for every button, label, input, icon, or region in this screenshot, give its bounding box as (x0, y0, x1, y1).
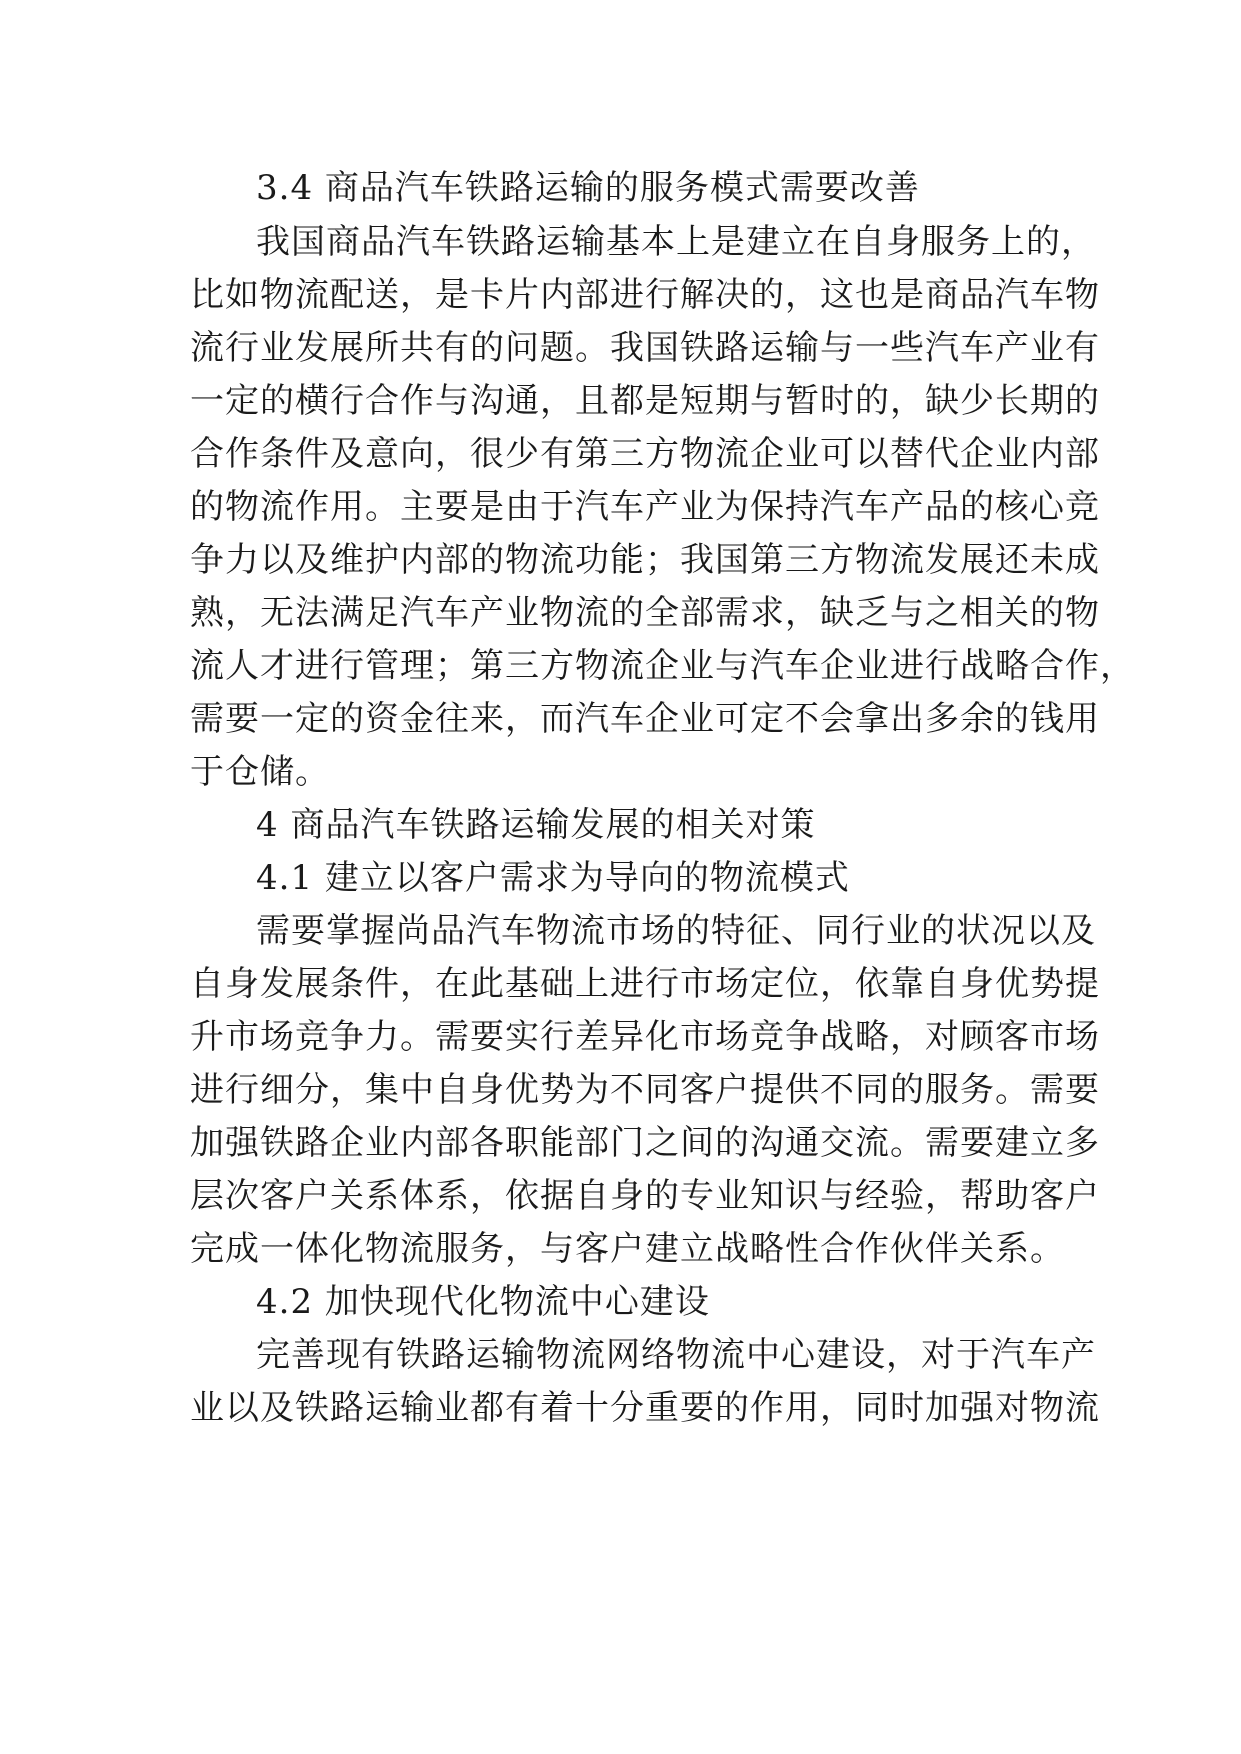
paragraph-line: 进行细分，集中自身优势为不同客户提供不同的服务。需要 (190, 1070, 1100, 1110)
paragraph-line: 于仓储。 (190, 752, 330, 792)
section-heading-3-4: 3.4 商品汽车铁路运输的服务模式需要改善 (256, 168, 920, 208)
paragraph-line: 层次客户关系体系，依据自身的专业知识与经验，帮助客户 (190, 1176, 1100, 1216)
paragraph-line: 我国商品汽车铁路运输基本上是建立在自身服务上的， (256, 222, 1096, 262)
paragraph-line: 流行业发展所共有的问题。我国铁路运输与一些汽车产业有 (190, 328, 1100, 368)
paragraph-line: 需要掌握尚品汽车物流市场的特征、同行业的状况以及 (256, 911, 1096, 951)
paragraph-line: 完成一体化物流服务，与客户建立战略性合作伙伴关系。 (190, 1229, 1065, 1269)
paragraph-line: 的物流作用。主要是由于汽车产业为保持汽车产品的核心竞 (190, 487, 1100, 527)
paragraph-line: 升市场竞争力。需要实行差异化市场竞争战略，对顾客市场 (190, 1017, 1100, 1057)
paragraph-line: 一定的横行合作与沟通，且都是短期与暂时的，缺少长期的 (190, 381, 1100, 421)
section-heading-4: 4 商品汽车铁路运输发展的相关对策 (256, 805, 816, 845)
paragraph-line: 合作条件及意向，很少有第三方物流企业可以替代企业内部 (190, 434, 1100, 474)
paragraph-line: 比如物流配送，是卡片内部进行解决的，这也是商品汽车物 (190, 275, 1100, 315)
paragraph-line: 加强铁路企业内部各职能部门之间的沟通交流。需要建立多 (190, 1123, 1100, 1163)
paragraph-line: 争力以及维护内部的物流功能；我国第三方物流发展还未成 (190, 540, 1100, 580)
paragraph-line: 自身发展条件，在此基础上进行市场定位，依靠自身优势提 (190, 964, 1100, 1004)
paragraph-line: 流人才进行管理；第三方物流企业与汽车企业进行战略合作， (190, 646, 1135, 686)
section-heading-4-2: 4.2 加快现代化物流中心建设 (256, 1282, 710, 1322)
paragraph-line: 完善现有铁路运输物流网络物流中心建设，对于汽车产 (256, 1335, 1096, 1375)
paragraph-line: 业以及铁路运输业都有着十分重要的作用，同时加强对物流 (190, 1388, 1100, 1428)
paragraph-line: 熟，无法满足汽车产业物流的全部需求，缺乏与之相关的物 (190, 593, 1100, 633)
section-heading-4-1: 4.1 建立以客户需求为导向的物流模式 (256, 858, 850, 898)
paragraph-line: 需要一定的资金往来，而汽车企业可定不会拿出多余的钱用 (190, 699, 1100, 739)
